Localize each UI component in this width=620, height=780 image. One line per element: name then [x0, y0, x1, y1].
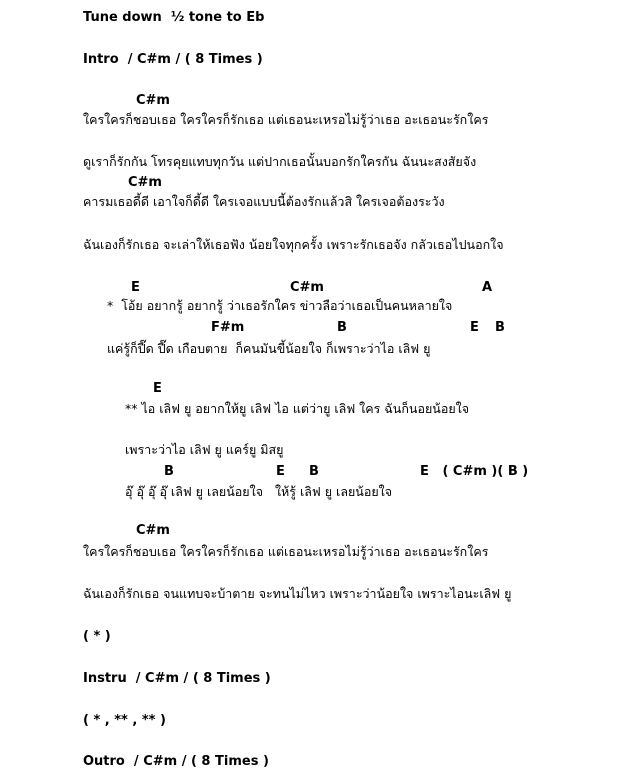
lyric-line: ใครใครก็ชอบเธอ ใครใครก็รักเธอ แต่เธอนะเหรอไม่รู้ว่าเธอ อะเธอนะรักใคร — [83, 544, 489, 559]
repeat-marker: ( * ) — [83, 629, 111, 644]
tuning-note: Tune down ½ tone to Eb — [83, 10, 265, 25]
chord-label: B — [164, 464, 174, 479]
chord-label: B — [337, 320, 347, 335]
lyric-line: ** ไอ เลิฟ ยู อยากให้ยู เลิฟ ไอ แต่ว่ายู เลิฟ ใคร ฉันก็นอยน้อยใจ — [125, 401, 470, 416]
lyric-line: แค่รู้ก็ปี๊ด ปี๊ด เกือบตาย ก็คนมันขี้น้อยใจ ก็เพราะว่าไอ เลิฟ ยู — [107, 341, 431, 356]
chord-label: C#m — [136, 93, 170, 108]
repeat-marker: ( * , ** , ** ) — [83, 713, 166, 728]
instrumental-line: Instru / C#m / ( 8 Times ) — [83, 671, 271, 686]
chord-label: F#m — [211, 320, 245, 335]
chord-label: C#m — [290, 280, 324, 295]
chord-label: A — [482, 280, 493, 295]
lyric-line: ฉันเองก็รักเธอ จะเล่าให้เธอฟัง น้อยใจทุกครั้ง เพราะรักเธอจัง กลัวเธอไปนอกใจ — [83, 237, 504, 252]
chord-label: C#m — [136, 523, 170, 538]
lyric-line: ฉันเองก็รักเธอ จนแทบจะบ้าตาย จะทนไม่ไหว เพราะว่าน้อยใจ เพราะไอนะเลิฟ ยู — [83, 586, 512, 601]
chord-label: C#m — [128, 175, 162, 190]
chord-label: E — [153, 381, 162, 396]
chord-label: B — [309, 464, 319, 479]
lyric-line: * โอ้ย อยากรู้ อยากรู้ ว่าเธอรักใคร ข่าวลือว่าเธอเป็นคนหลายใจ — [107, 298, 453, 313]
chord-label: E ( C#m )( B ) — [420, 464, 529, 479]
lyric-line: อุ๊ อุ๊ อุ๊ อุ๊ เลิฟ ยู เลยน้อยใจ ให้รู้ เลิฟ ยู เลยน้อยใจ — [125, 484, 393, 499]
chord-label: E — [470, 320, 479, 335]
chord-label: B — [495, 320, 505, 335]
lyric-line: ใครใครก็ชอบเธอ ใครใครก็รักเธอ แต่เธอนะเหรอไม่รู้ว่าเธอ อะเธอนะรักใคร — [83, 112, 489, 127]
chord-label: E — [131, 280, 140, 295]
intro-line: Intro / C#m / ( 8 Times ) — [83, 52, 263, 67]
lyric-line: เพราะว่าไอ เลิฟ ยู แคร์ยู มิสยู — [125, 442, 284, 457]
outro-line: Outro / C#m / ( 8 Times ) — [83, 754, 269, 769]
lyric-line: คารมเธอดี้ดี เอาใจก็ดี้ดี ใครเจอแบบนี้ต้องรักแล้วสิ ใครเจอต้องระวัง — [83, 194, 445, 209]
chord-label: E — [276, 464, 285, 479]
lyric-line: ดูเราก็รักกัน โทรคุยแทบทุกวัน แต่ปากเธอนั้นบอกรักใครกัน ฉันนะสงสัยจัง — [83, 154, 477, 169]
